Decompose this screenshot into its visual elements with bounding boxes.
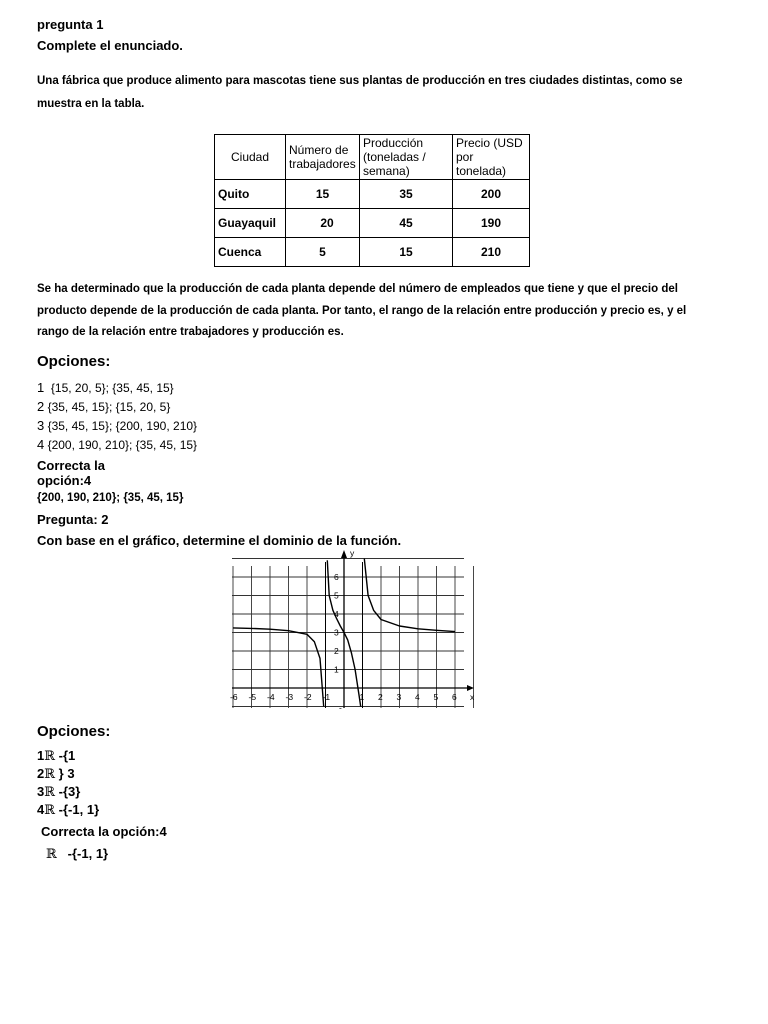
table-cell: Quito <box>215 180 286 209</box>
option-number: 1 <box>37 380 45 395</box>
correct-label-2: opción:4 <box>37 473 92 488</box>
question-2-text: Con base en el gráfico, determine el dominio de la función. <box>37 533 402 548</box>
statement-line-1: Se ha determinado que la producción de cada planta depende del número de empleados que tiene y que el precio del <box>37 283 678 295</box>
option-number: 3 <box>37 418 45 433</box>
table-header: Número de trabajadores <box>286 135 360 180</box>
option-text: -{1 <box>58 748 76 763</box>
table-cell: 5 <box>286 238 360 267</box>
table-cell: 45 <box>360 209 453 238</box>
table-row <box>215 209 530 238</box>
reals-icon: ℝ <box>44 785 56 800</box>
x-tick-label: 1 <box>359 692 365 702</box>
option-number: 2 <box>37 399 45 414</box>
y-tick-label: 1 <box>334 664 339 675</box>
table-cell: 210 <box>453 238 530 267</box>
x-tick-label: 2 <box>378 692 383 702</box>
y-axis-arrow-icon <box>341 550 347 558</box>
x-tick-label: -5 <box>248 692 257 702</box>
question-1-heading: pregunta 1 <box>37 17 104 32</box>
statement-line-2: producto depende de la producción de cada planta. Por tanto, el rango de la relación entre producción y precio es, y el <box>37 305 687 317</box>
y-tick-label: 5 <box>334 590 339 601</box>
y-tick-label: 2 <box>334 646 339 656</box>
option-number: 4 <box>37 802 45 817</box>
option-text: {35, 45, 15}; {15, 20, 5} <box>47 400 171 414</box>
x-tick-label: 6 <box>452 692 457 702</box>
options-title-2: Opciones: <box>37 723 111 740</box>
table-cell: 190 <box>453 209 530 238</box>
option-number: 1 <box>37 748 45 763</box>
table-cell: 200 <box>453 180 530 209</box>
production-table <box>214 134 530 267</box>
option-text: } 3 <box>58 766 75 781</box>
table-cell: 35 <box>360 180 453 209</box>
option-item <box>37 399 170 414</box>
y-axis-label: y <box>350 548 355 558</box>
option-number: 3 <box>37 784 45 799</box>
table-cell: 20 <box>286 209 360 238</box>
option-text: -{-1, 1} <box>58 802 100 817</box>
x-tick-label: -3 <box>285 692 294 702</box>
y-tick-label: 4 <box>334 609 339 619</box>
function-graph <box>224 548 486 716</box>
y-tick-label: - <box>339 702 342 713</box>
correct-answer-2 <box>46 846 108 862</box>
table-cell: 15 <box>360 238 453 267</box>
y-tick-label: 3 <box>334 627 339 638</box>
x-axis-arrow-icon <box>467 685 474 691</box>
option-text: -{3} <box>58 784 81 799</box>
table-header: Ciudad <box>215 135 286 180</box>
options-title-1: Opciones: <box>37 353 111 370</box>
option-number: 4 <box>37 437 45 452</box>
option-item <box>37 766 75 782</box>
table-header: Precio (USD por tonelada) <box>453 135 530 180</box>
reals-icon: ℝ <box>44 767 56 782</box>
correct-label-1: Correcta la <box>37 458 105 473</box>
x-tick-label: -6 <box>230 692 238 702</box>
table-header: Producción (toneladas / semana) <box>360 135 453 180</box>
graph-grid <box>232 559 474 709</box>
table-cell: 15 <box>286 180 360 209</box>
x-tick-label: -1 <box>322 692 331 702</box>
table-header-row <box>215 135 530 180</box>
x-tick-label: 5 <box>433 692 439 702</box>
option-text: {35, 45, 15}; {200, 190, 210} <box>47 419 198 433</box>
option-text: {15, 20, 5}; {35, 45, 15} <box>50 381 174 395</box>
option-item <box>37 418 197 433</box>
option-item <box>37 748 75 764</box>
intro-line-2: muestra en la tabla. <box>37 98 145 110</box>
correct-label-2-line: Correcta la opción:4 <box>41 824 167 839</box>
reals-icon: ℝ <box>44 803 56 818</box>
x-tick-label: -2 <box>304 692 312 702</box>
reals-icon: ℝ <box>46 847 57 862</box>
function-curve <box>364 559 455 632</box>
table-cell: Cuenca <box>215 238 286 267</box>
question-2-heading: Pregunta: 2 <box>37 512 109 527</box>
y-tick-label: 6 <box>334 572 339 582</box>
option-item <box>37 802 99 818</box>
question-1-instruction: Complete el enunciado. <box>37 38 183 53</box>
table-row <box>215 238 530 267</box>
option-item <box>37 380 174 395</box>
option-item <box>37 784 80 800</box>
statement-line-3: rango de la relación entre trabajadores y producción es. <box>37 326 344 338</box>
correct-answer-1: {200, 190, 210}; {35, 45, 15} <box>37 492 184 504</box>
option-text: {200, 190, 210}; {35, 45, 15} <box>47 438 198 452</box>
intro-line-1: Una fábrica que produce alimento para mascotas tiene sus plantas de producción en tres ciudades distintas, como se <box>37 75 683 87</box>
option-item <box>37 437 197 452</box>
option-number: 2 <box>37 766 45 781</box>
reals-icon: ℝ <box>44 749 56 764</box>
table-row <box>215 180 530 209</box>
correct-answer-text: -{-1, 1} <box>67 846 109 861</box>
table-cell: Guayaquil <box>215 209 286 238</box>
x-tick-label: 3 <box>396 692 402 702</box>
x-axis-label: x <box>470 692 475 702</box>
x-tick-label: -4 <box>267 692 275 702</box>
x-tick-label: 4 <box>415 692 420 702</box>
